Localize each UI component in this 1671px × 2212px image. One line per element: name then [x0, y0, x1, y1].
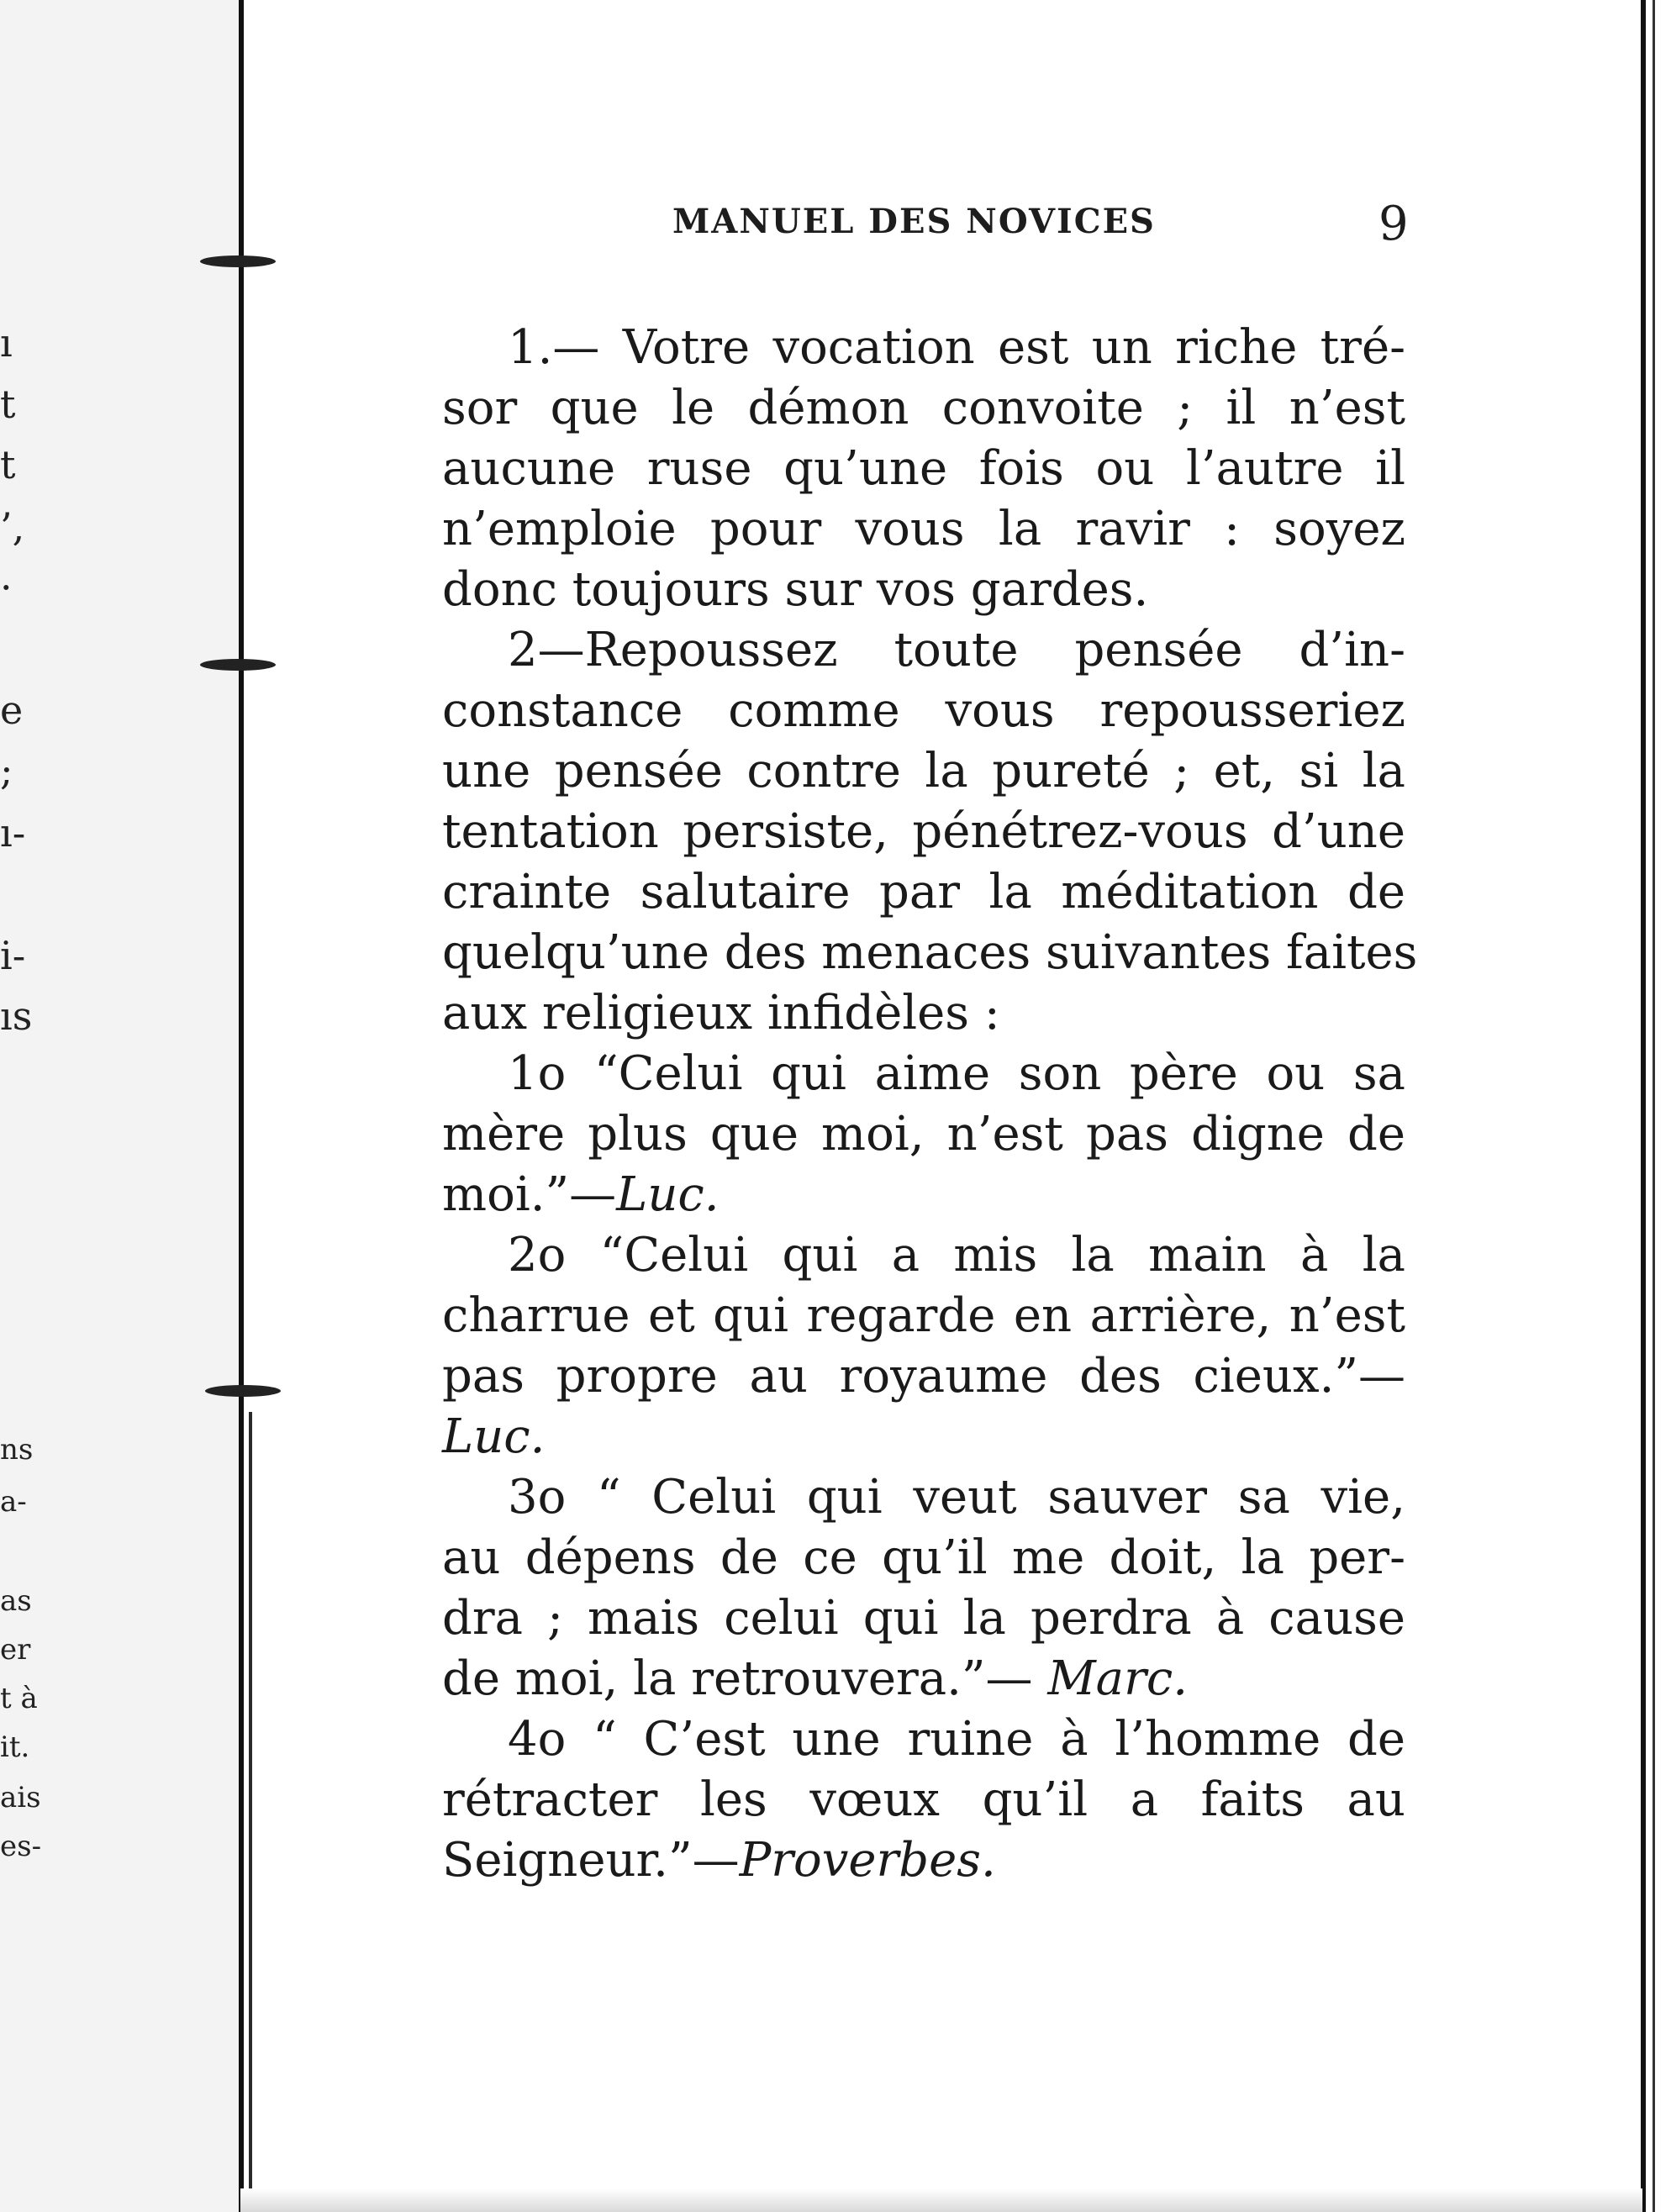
- quotation-source: Proverbes.: [739, 1833, 996, 1888]
- binding-stitch-mark: [200, 255, 276, 267]
- left-page-text: t: [0, 382, 16, 427]
- left-page-text: er: [0, 1633, 31, 1667]
- left-page-text: es-: [0, 1830, 42, 1863]
- text-line: [442, 1165, 1405, 1225]
- text-line: 2—Repoussez toute pensée d’in-: [508, 623, 1405, 677]
- paragraph: [442, 318, 1405, 620]
- text-line: 1.— Votre vocation est un riche tré-: [508, 320, 1405, 375]
- left-page-text: ais: [0, 1781, 41, 1814]
- running-head-title: MANUEL DES NOVICES: [672, 202, 1156, 241]
- page-edge: [1653, 0, 1655, 2212]
- page-bottom-shadow: [240, 2188, 1642, 2212]
- left-page-text: ıs: [0, 993, 33, 1039]
- text-line: sor que le démon convoite ; il n’est: [442, 381, 1405, 435]
- binding-stitch-mark: [205, 1385, 281, 1397]
- left-page-text: as: [0, 1584, 32, 1618]
- quotation-paragraph: [442, 1467, 1405, 1709]
- text-line: [442, 1649, 1405, 1709]
- text-line: tentation persiste, pénétrez-vous d’une: [442, 804, 1405, 859]
- left-page-text: ns: [0, 1433, 34, 1467]
- gutter-line: [249, 1412, 252, 2210]
- left-page-text: ;: [0, 748, 13, 793]
- gutter-line: [239, 0, 244, 2212]
- left-page-text: i-: [0, 933, 26, 978]
- text-line: charrue et qui regarde en arrière, n’est: [442, 1288, 1405, 1343]
- body-text: [442, 318, 1418, 1891]
- left-page-text: ’,: [0, 504, 25, 550]
- quotation-paragraph: [442, 1044, 1405, 1225]
- page-number: 9: [1378, 197, 1409, 251]
- text-line: n’emploie pour vous la ravir : soyez: [442, 502, 1405, 556]
- left-page-text: e: [0, 687, 24, 733]
- left-page-text: ·: [0, 565, 13, 610]
- left-page-fragment: [0, 0, 240, 2212]
- text-line: crainte salutaire par la méditation de: [442, 865, 1405, 919]
- text-line: rétracter les vœux qu’il a faits au: [442, 1772, 1405, 1827]
- text-line: 3o “ Celui qui veut sauver sa vie,: [508, 1470, 1405, 1525]
- left-page-text: a-: [0, 1485, 27, 1519]
- quotation-source: Luc.: [616, 1167, 720, 1222]
- quotation-paragraph: [442, 1225, 1405, 1467]
- left-page-text: t: [0, 442, 16, 487]
- text-line: au dépens de ce qu’il me doit, la per-: [442, 1530, 1405, 1585]
- quotation-source: Marc.: [1047, 1651, 1189, 1706]
- quotation-source: Luc.: [442, 1409, 546, 1464]
- text-line: constance comme vous repousseriez: [442, 683, 1405, 738]
- left-page-text: ı-: [0, 810, 26, 856]
- quotation-end: Seigneur.”—: [442, 1833, 740, 1888]
- quotation-end: de moi, la retrouvera.”—: [442, 1651, 1048, 1706]
- text-line: aux religieux infidèles :: [442, 986, 1000, 1040]
- text-line: pas propre au royaume des cieux.”—: [442, 1349, 1405, 1404]
- text-line: 4o “ C’est une ruine à l’homme de: [508, 1712, 1405, 1767]
- left-page-text: t à: [0, 1682, 38, 1715]
- left-page-text: it.: [0, 1730, 30, 1764]
- text-line: aucune ruse qu’une fois ou l’autre il: [442, 441, 1405, 496]
- text-line: mère plus que moi, n’est pas digne de: [442, 1107, 1405, 1161]
- text-line: une pensée contre la pureté ; et, si la: [442, 744, 1405, 798]
- text-line: [442, 1830, 1405, 1891]
- page-edge: [1641, 0, 1646, 2212]
- text-line: donc toujours sur vos gardes.: [442, 562, 1149, 617]
- text-line: 2o “Celui qui a mis la main à la: [508, 1228, 1405, 1282]
- text-line: dra ; mais celui qui la perdra à cause: [442, 1591, 1405, 1646]
- left-page-text: ı: [0, 320, 13, 366]
- text-line: [442, 1407, 1405, 1467]
- binding-stitch-mark: [200, 659, 276, 671]
- quotation-end: moi.”—: [442, 1167, 617, 1222]
- paragraph: [442, 620, 1418, 1044]
- text-line: quelqu’une des menaces suivantes faites: [442, 925, 1418, 980]
- text-line: 1o “Celui qui aime son père ou sa: [508, 1046, 1405, 1101]
- quotation-paragraph: [442, 1709, 1405, 1891]
